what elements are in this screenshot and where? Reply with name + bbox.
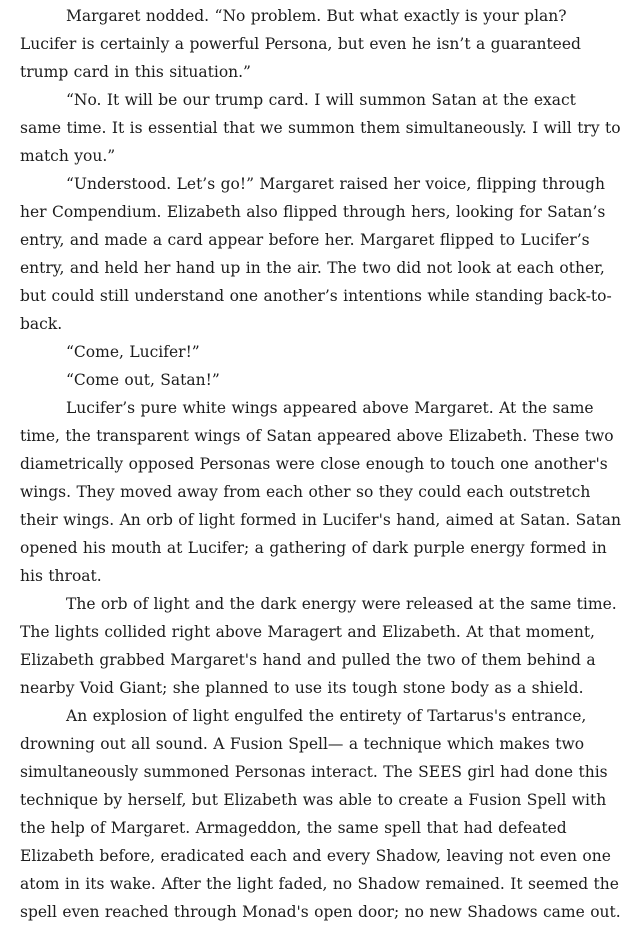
story-paragraph: Margaret nodded. “No problem. But what exactly is your plan? Lucifer is certainly a powerful Persona, but even he isn’t a guaranteed trump card in this situation.”	[20, 7, 581, 81]
story-paragraph: An explosion of light engulfed the entirety of Tartarus's entrance, drowning out all sound. A Fusion Spell— a technique which makes two simultaneously summoned Personas interact. The SEES girl had done this technique by herself, but Elizabeth was able to create a Fusion Spell with the help of Margaret. Armageddon, the same spell that had defeated Elizabeth before, eradicated each and every Shadow, leaving not even one atom in its wake. After the light faded, no Shadow remained. It seemed the spell even reached through Monad's open door; no new Shadows came out.	[20, 707, 621, 921]
story-paragraph: “Come, Lucifer!”	[66, 343, 200, 361]
story-paragraph: “No. It will be our trump card. I will summon Satan at the exact same time. It is essential that we summon them simultaneously. I will try to match you.”	[20, 91, 621, 165]
story-paragraph: “Come out, Satan!”	[66, 371, 220, 389]
story-paragraph: Lucifer’s pure white wings appeared above Margaret. At the same time, the transparent wings of Satan appeared above Elizabeth. These two diametrically opposed Personas were close enough to touch one another's wings. They moved away from each other so they could each outstretch their wings. An orb of light formed in Lucifer's hand, aimed at Satan. Satan opened his mouth at Lucifer; a gathering of dark purple energy formed in his throat.	[20, 399, 621, 585]
story-paragraph: “Understood. Let’s go!” Margaret raised her voice, flipping through her Compendium. Elizabeth also flipped through hers, looking for Satan’s entry, and made a card appear before her. Margaret flipped to Lucifer’s entry, and held her hand up in the air. The two did not look at each other, but could still understand one another’s intentions while standing back-to-back.	[20, 175, 612, 333]
story-paragraph: The orb of light and the dark energy were released at the same time. The lights collided right above Maragert and Elizabeth. At that moment, Elizabeth grabbed Margaret's hand and pulled the two of them behind a nearby Void Giant; she planned to use its tough stone body as a shield.	[20, 595, 617, 697]
